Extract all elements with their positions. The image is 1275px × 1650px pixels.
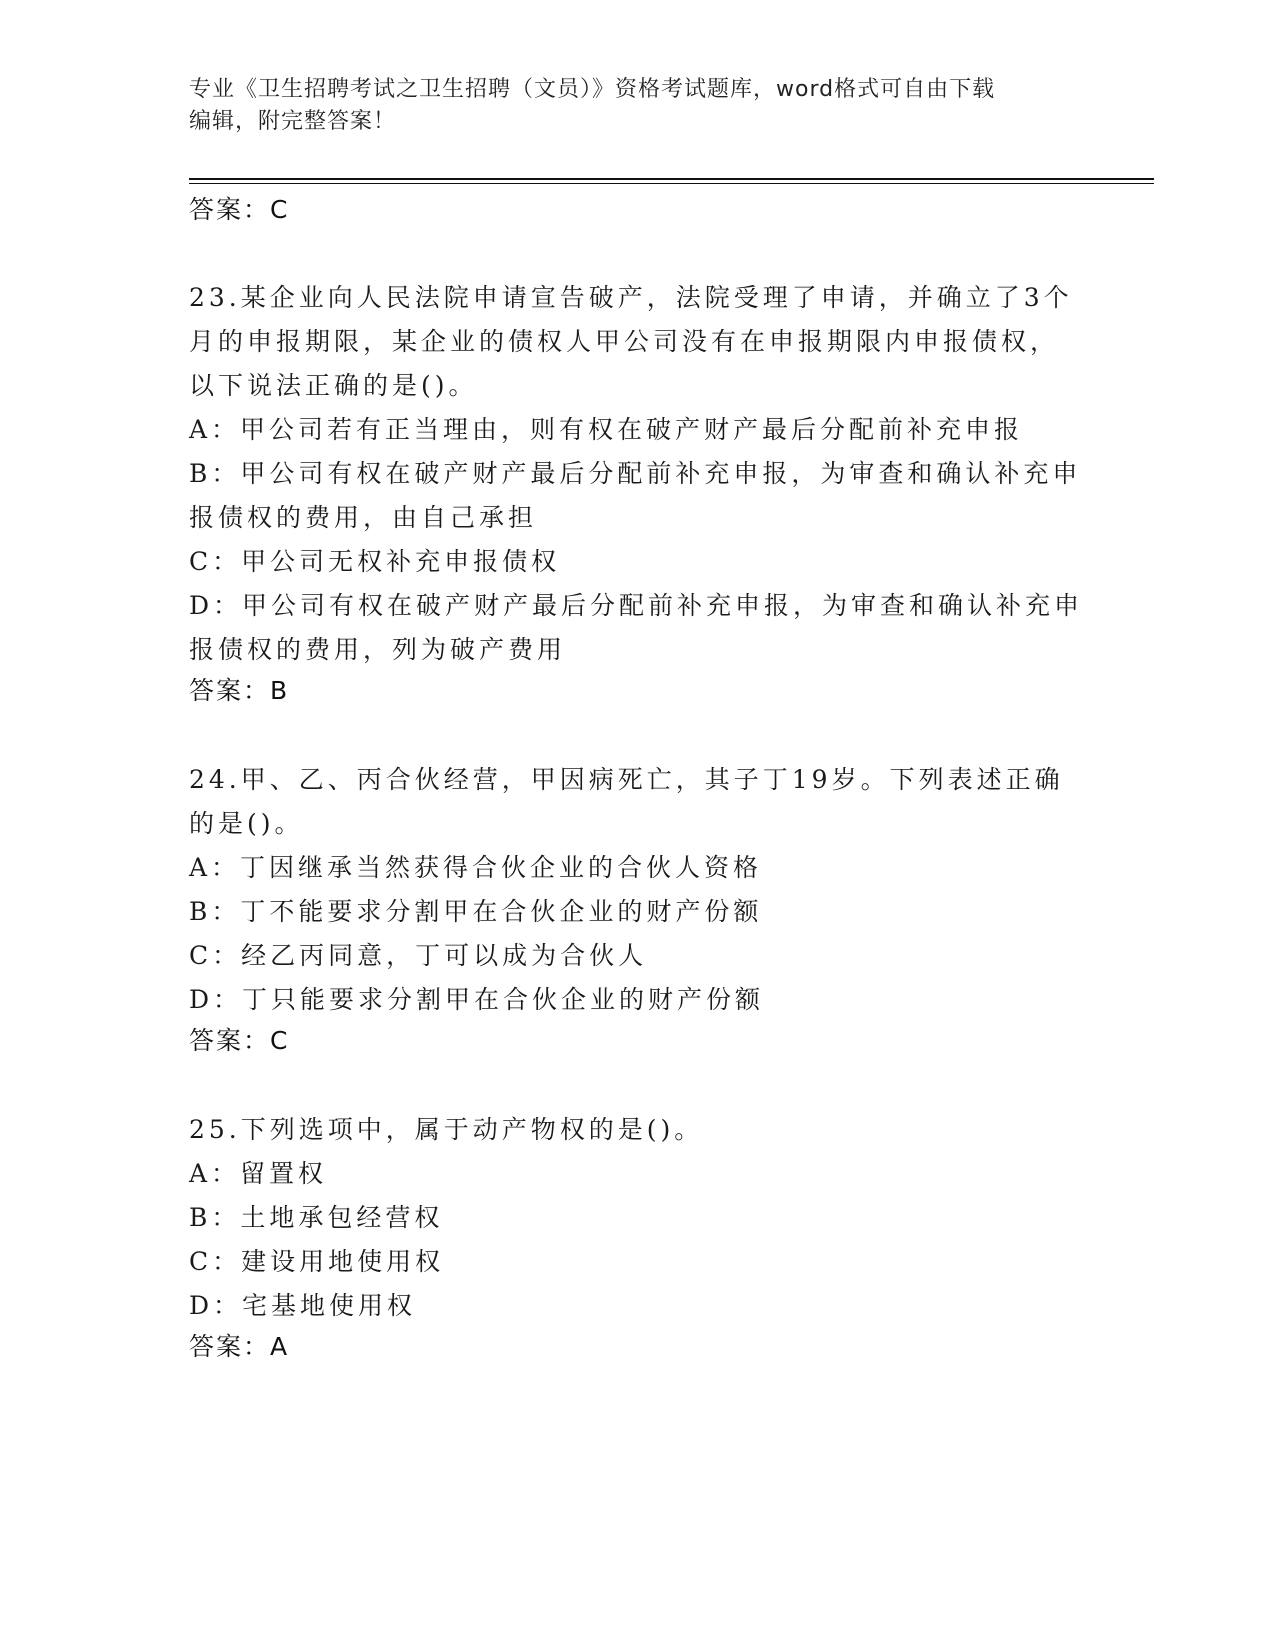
header-rule-thick xyxy=(189,178,1154,180)
q23-stem-line-3: 以下说法正确的是()。 xyxy=(189,371,478,400)
q24-stem-line-2: 的是()。 xyxy=(189,809,304,838)
q24-stem-line-1: 24.甲、乙、丙合伙经营，甲因病死亡，其子丁19岁。下列表述正确 xyxy=(189,765,1064,794)
q23-option-b-line-2: 报债权的费用，由自己承担 xyxy=(189,503,538,532)
q24-option-d: D：丁只能要求分割甲在合伙企业的财产份额 xyxy=(189,985,765,1014)
q24-answer: 答案：C xyxy=(189,1026,290,1055)
previous-answer: 答案：C xyxy=(189,195,290,224)
q25-stem: 25.下列选项中，属于动产物权的是()。 xyxy=(189,1115,704,1144)
header-rule-thin xyxy=(189,183,1154,184)
q24-option-b: B：丁不能要求分割甲在合伙企业的财产份额 xyxy=(189,897,763,926)
header-line-2: 编辑，附完整答案！ xyxy=(189,109,397,134)
q25-option-b: B：土地承包经营权 xyxy=(189,1203,444,1232)
q24-option-a: A：丁因继承当然获得合伙企业的合伙人资格 xyxy=(189,853,763,882)
q25-option-c: C：建设用地使用权 xyxy=(189,1247,445,1276)
q23-option-d-line-2: 报债权的费用，列为破产费用 xyxy=(189,635,567,664)
q23-option-c: C：甲公司无权补充申报债权 xyxy=(189,547,561,576)
q23-option-d-line-1: D：甲公司有权在破产财产最后分配前补充申报，为审查和确认补充申 xyxy=(189,591,1084,620)
q25-option-d: D：宅基地使用权 xyxy=(189,1291,417,1320)
q24-option-c: C：经乙丙同意，丁可以成为合伙人 xyxy=(189,941,648,970)
q23-stem-line-1: 23.某企业向人民法院申请宣告破产，法院受理了申请，并确立了3个 xyxy=(189,283,1073,312)
header-line-1: 专业《卫生招聘考试之卫生招聘（文员）》资格考试题库，word格式可自由下载 xyxy=(189,77,996,102)
q23-option-b-line-1: B：甲公司有权在破产财产最后分配前补充申报，为审查和确认补充申 xyxy=(189,459,1082,488)
q25-answer: 答案：A xyxy=(189,1332,290,1361)
q25-option-a: A：留置权 xyxy=(189,1159,328,1188)
q23-stem-line-2: 月的申报期限，某企业的债权人甲公司没有在申报期限内申报债权， xyxy=(189,327,1060,356)
document-header xyxy=(189,74,1089,138)
q23-option-a: A：甲公司若有正当理由，则有权在破产财产最后分配前补充申报 xyxy=(189,415,1024,444)
q23-answer: 答案：B xyxy=(189,676,290,705)
